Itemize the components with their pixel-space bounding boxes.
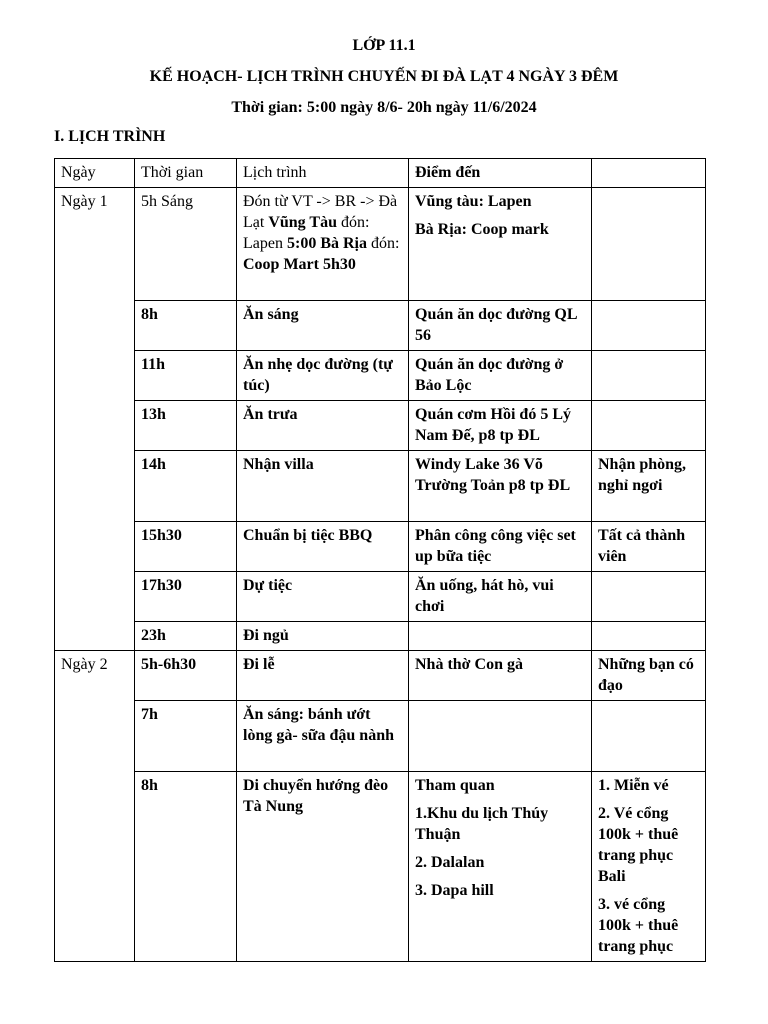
- schedule-cell: Chuẩn bị tiệc BBQ: [237, 522, 409, 572]
- header-schedule: Lịch trình: [237, 159, 409, 188]
- header-time: Thời gian: [135, 159, 237, 188]
- destination-cell: Nhà thờ Con gà: [409, 651, 592, 701]
- destination-cell: Quán ăn dọc đường ở Bảo Lộc: [409, 351, 592, 401]
- note-cell: [592, 701, 706, 772]
- note-cell: [592, 351, 706, 401]
- schedule-cell: Di chuyển hướng đèo Tà Nung: [237, 772, 409, 962]
- note-cell: [592, 572, 706, 622]
- time-cell: 5h Sáng: [135, 188, 237, 301]
- class-title: LỚP 11.1: [352, 37, 416, 54]
- time-cell: 14h: [135, 451, 237, 522]
- schedule-cell: Đi lễ: [237, 651, 409, 701]
- time-range: Thời gian: 5:00 ngày 8/6- 20h ngày 11/6/2024: [231, 99, 537, 116]
- time-cell: 17h30: [135, 572, 237, 622]
- destination-cell: Tham quan 1.Khu du lịch Thúy Thuận 2. Dalalan 3. Dapa hill: [409, 772, 592, 962]
- table-row: [55, 351, 706, 401]
- table-row: [55, 451, 706, 522]
- destination-cell: [409, 622, 592, 651]
- header-destination: Điểm đến: [409, 159, 592, 188]
- day-cell: Ngày 1: [55, 188, 135, 651]
- note-cell: Tất cả thành viên: [592, 522, 706, 572]
- plan-title: KẾ HOẠCH- LỊCH TRÌNH CHUYẾN ĐI ĐÀ LẠT 4 NGÀY 3 ĐÊM: [149, 68, 619, 85]
- table-row: [55, 188, 706, 301]
- table-row: [55, 572, 706, 622]
- destination-cell: Windy Lake 36 Võ Trường Toản p8 tp ĐL: [409, 451, 592, 522]
- schedule-cell: Ăn sáng: bánh ướt lòng gà- sữa đậu nành: [237, 701, 409, 772]
- time-cell: 8h: [135, 772, 237, 962]
- note-cell: [592, 188, 706, 301]
- schedule-cell: Đón từ VT -> BR -> Đà Lạt Vũng Tàu đón: Lapen 5:00 Bà Rịa đón: Coop Mart 5h30: [237, 188, 409, 301]
- time-cell: 7h: [135, 701, 237, 772]
- note-cell: [592, 301, 706, 351]
- schedule-table: [54, 158, 706, 962]
- destination-cell: Vũng tàu: Lapen Bà Rịa: Coop mark: [409, 188, 592, 301]
- table-row: [55, 622, 706, 651]
- schedule-cell: Dự tiệc: [237, 572, 409, 622]
- table-row: [55, 522, 706, 572]
- destination-cell: Quán ăn dọc đường QL 56: [409, 301, 592, 351]
- table-row: [55, 401, 706, 451]
- table-row: [55, 651, 706, 701]
- time-cell: 13h: [135, 401, 237, 451]
- destination-cell: Phân công công việc set up bữa tiệc: [409, 522, 592, 572]
- schedule-cell: Ăn sáng: [237, 301, 409, 351]
- destination-cell: Quán cơm Hồi đó 5 Lý Nam Đế, p8 tp ĐL: [409, 401, 592, 451]
- note-cell: Những bạn có đạo: [592, 651, 706, 701]
- time-cell: 11h: [135, 351, 237, 401]
- section-title: I. LỊCH TRÌNH: [54, 128, 166, 145]
- schedule-cell: Đi ngủ: [237, 622, 409, 651]
- day-cell: Ngày 2: [55, 651, 135, 962]
- note-cell: Nhận phòng, nghỉ ngơi: [592, 451, 706, 522]
- schedule-cell: Nhận villa: [237, 451, 409, 522]
- table-row: [55, 301, 706, 351]
- note-cell: 1. Miễn vé 2. Vé cổng 100k + thuê trang phục Bali 3. vé cổng 100k + thuê trang phục: [592, 772, 706, 962]
- schedule-cell: Ăn nhẹ dọc đường (tự túc): [237, 351, 409, 401]
- table-row: [55, 772, 706, 962]
- schedule-cell: Ăn trưa: [237, 401, 409, 451]
- note-cell: [592, 401, 706, 451]
- table-header-row: [55, 159, 706, 188]
- time-cell: 8h: [135, 301, 237, 351]
- time-cell: 5h-6h30: [135, 651, 237, 701]
- destination-cell: Ăn uống, hát hò, vui chơi: [409, 572, 592, 622]
- header-day: Ngày: [55, 159, 135, 188]
- note-cell: [592, 622, 706, 651]
- time-cell: 15h30: [135, 522, 237, 572]
- table-row: [55, 701, 706, 772]
- destination-cell: [409, 701, 592, 772]
- header-note: [592, 159, 706, 188]
- time-cell: 23h: [135, 622, 237, 651]
